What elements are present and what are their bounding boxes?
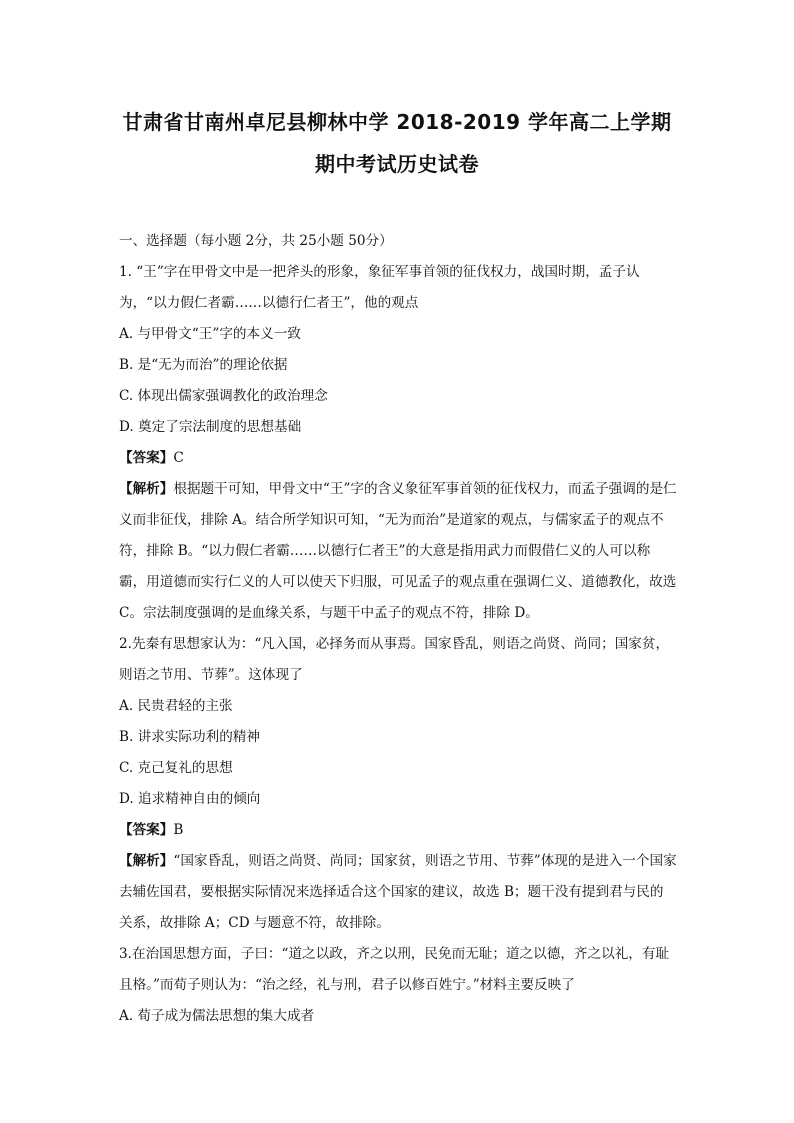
question-2-analysis	[119, 846, 677, 939]
answer-label: 【答案】	[119, 822, 174, 838]
section-heading: 一、选择题（每小题 2分，共 25小题 50分）	[119, 233, 393, 249]
analysis-text: “国家昏乱，则语之尚贤、尚同；国家贫，则语之节用、节葬”体现的是进入一个国家去辅佐国君，要根据实际情况来选择适合这个国家的建议，故选 B；题干没有提到君与民的关系，故排除 A；CD 与题意不符，故排除。	[119, 853, 677, 931]
question-2-stem: 2.先秦有思想家认为：“凡入国，必择务而从事焉。国家昏乱，则语之尚贤、尚同；国家贫，则语之节用、节葬”。这体现了	[119, 636, 670, 683]
question-2-option-b: B. 讲求实际功利的精神	[119, 729, 260, 745]
question-1-analysis	[119, 474, 677, 629]
analysis-label: 【解析】	[119, 481, 174, 497]
question-1-option-b: B. 是“无为而治”的理论依据	[119, 357, 288, 373]
document-title-line1: 甘肃省甘南州卓尼县柳林中学 2018-2019 学年高二上学期	[122, 110, 672, 134]
analysis-label: 【解析】	[119, 853, 174, 869]
question-2-option-a: A. 民贵君轻的主张	[119, 698, 233, 714]
question-2-answer	[119, 815, 677, 846]
question-3-stem: 3.在治国思想方面，子曰：“道之以政，齐之以刑，民免而无耻；道之以德，齐之以礼，有耻且格。”而荀子则认为：“治之经，礼与刑，君子以修百姓宁。”材料主要反映了	[119, 946, 670, 993]
question-1-answer	[119, 443, 677, 474]
answer-value: C	[173, 450, 184, 466]
question-2-option-d: D. 追求精神自由的倾向	[119, 791, 261, 807]
answer-value: B	[173, 822, 184, 838]
question-1-option-d: D. 奠定了宗法制度的思想基础	[119, 419, 302, 435]
question-1-option-a: A. 与甲骨文“王”字的本义一致	[119, 326, 301, 342]
question-1-option-c: C. 体现出儒家强调教化的政治理念	[119, 388, 328, 404]
question-3-option-a: A. 荀子成为儒法思想的集大成者	[119, 1008, 315, 1024]
question-2-option-c: C. 克己复礼的思想	[119, 760, 233, 776]
question-1-stem: 1. “王”字在甲骨文中是一把斧头的形象，象征军事首领的征伐权力，战国时期，孟子认为，“以力假仁者霸……以德行仁者王”，他的观点	[119, 264, 640, 311]
document-body	[119, 226, 677, 1032]
answer-label: 【答案】	[119, 450, 174, 466]
document-title-line2: 期中考试历史试卷	[315, 152, 479, 176]
analysis-text: 根据题干可知，甲骨文中“王”字的含义象征军事首领的征伐权力，而孟子强调的是仁义而非征伐，排除 A。结合所学知识可知，“无为而治”是道家的观点，与儒家孟子的观点不符，排除 B。“以力假仁者霸……以德行仁者王”的大意是指用武力而假借仁义的人可以称霸，用道德而实行仁义的人可以使天下归服，可见孟子的观点重在强调仁义、道德教化，故选 C。宗法制度强调的是血缘关系，与题干中孟子的观点不符，排除 D。	[119, 481, 677, 621]
